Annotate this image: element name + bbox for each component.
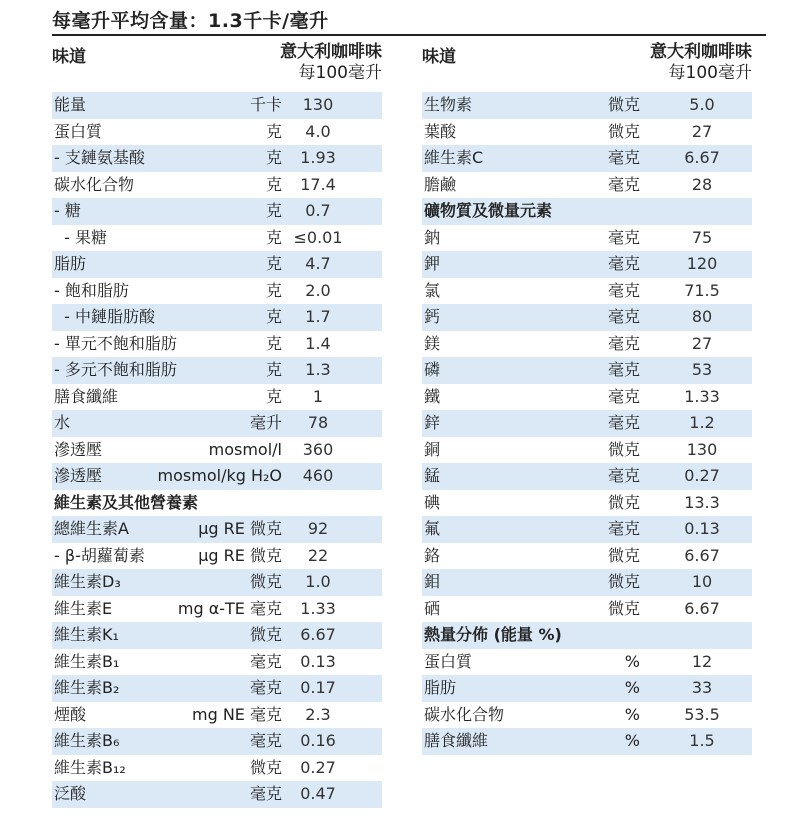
table-row	[422, 119, 752, 146]
nutrient-unit: 毫克	[249, 678, 282, 697]
nutrient-value: 6.67	[684, 148, 720, 167]
nutrient-unit: mosmol/kg H₂O	[157, 466, 282, 485]
nutrient-name: 碘	[424, 492, 441, 512]
nutrient-name: 維生素及其他營養素	[54, 492, 199, 512]
table-row	[52, 463, 382, 490]
nutrient-unit: 微克	[249, 625, 282, 644]
nutrient-name: 泛酸	[54, 784, 87, 803]
nutrient-value: 1.2	[689, 413, 715, 432]
nutrient-name: 維生素B₆	[54, 731, 120, 750]
nutrient-unit: 微克	[249, 757, 282, 777]
nutrient-name: 維生素B₁	[54, 651, 120, 671]
nutrient-unit: 毫克	[607, 519, 640, 538]
section-header-row	[422, 622, 752, 649]
nutrition-table-left	[52, 40, 382, 808]
nutrient-value: 1.0	[305, 572, 331, 591]
nutrient-name: 脂肪	[54, 254, 87, 273]
nutrient-value: 460	[302, 466, 334, 485]
nutrient-name: 礦物質及微量元素	[424, 201, 553, 220]
nutrient-name: 滲透壓	[54, 439, 103, 459]
nutrient-value: 130	[686, 439, 718, 459]
table-row	[422, 437, 752, 464]
header-per-100ml: 每100毫升	[298, 63, 382, 83]
nutrient-name: 鈉	[424, 227, 441, 247]
nutrient-name: 能量	[54, 95, 87, 114]
nutrient-unit: 毫克	[607, 227, 640, 247]
nutrient-value: 71.5	[684, 280, 720, 300]
nutrient-value: 120	[686, 254, 718, 273]
table-row	[422, 172, 752, 199]
nutrient-name: - β-胡蘿蔔素	[54, 545, 145, 565]
nutrient-unit: μg RE 微克	[198, 545, 282, 565]
nutrient-value: 2.3	[305, 704, 331, 724]
table-row	[422, 331, 752, 358]
nutrient-unit: 毫克	[607, 333, 640, 353]
table-row	[52, 357, 382, 384]
nutrient-value: 2.0	[305, 280, 331, 300]
nutrient-name: 膳食纖維	[54, 386, 119, 406]
nutrient-unit: 克	[265, 333, 282, 353]
table-row	[422, 675, 752, 702]
nutrient-value: 1.33	[684, 386, 720, 406]
nutrient-name: 維生素B₂	[54, 678, 120, 697]
nutrient-unit: %	[624, 651, 640, 671]
nutrient-unit: 克	[265, 227, 282, 247]
nutrient-unit: 克	[265, 360, 282, 379]
header-flavor-column	[280, 42, 382, 84]
table-row	[52, 755, 382, 782]
nutrient-name: - 果糖	[54, 227, 108, 247]
nutrient-name: 鋅	[424, 413, 441, 432]
nutrient-value: ≤0.01	[293, 227, 343, 247]
nutrient-name: 氯	[424, 280, 441, 300]
nutrient-unit: %	[624, 678, 640, 697]
nutrient-name: 鎂	[424, 333, 441, 353]
nutrient-value: 1.93	[300, 148, 336, 167]
table-row	[422, 304, 752, 331]
nutrient-name: 鐵	[424, 386, 441, 406]
nutrient-name: 蛋白質	[424, 651, 473, 671]
nutrient-name: 水	[54, 413, 71, 432]
table-row	[52, 516, 382, 543]
nutrient-value: 27	[691, 121, 713, 141]
nutrient-unit: 毫克	[607, 360, 640, 379]
table-row	[422, 516, 752, 543]
nutrient-value: 12	[691, 651, 713, 671]
table-body	[52, 92, 382, 808]
table-row	[52, 543, 382, 570]
table-row	[422, 384, 752, 411]
nutrient-value: 6.67	[684, 598, 720, 618]
nutrient-value: 0.47	[300, 784, 336, 803]
nutrient-name: 維生素B₁₂	[54, 757, 126, 777]
nutrient-value: 4.7	[305, 254, 331, 273]
table-row	[422, 728, 752, 755]
table-row	[52, 145, 382, 172]
nutrient-unit: 微克	[607, 121, 640, 141]
header-flavor-label: 味道	[422, 47, 456, 67]
nutrient-unit: 微克	[607, 492, 640, 512]
section-header-row	[52, 490, 382, 517]
nutrient-name: - 飽和脂肪	[54, 280, 129, 300]
nutrient-name: 錳	[424, 466, 441, 485]
nutrient-name: 總維生素A	[54, 519, 129, 538]
nutrient-unit: 微克	[249, 572, 282, 591]
nutrient-value: 17.4	[300, 174, 336, 194]
nutrient-name: 蛋白質	[54, 121, 103, 141]
table-row	[422, 92, 752, 119]
table-row	[422, 649, 752, 676]
table-row	[52, 437, 382, 464]
nutrient-unit: 毫克	[607, 174, 640, 194]
nutrient-value: 1.4	[305, 333, 331, 353]
nutrient-unit: 毫克	[607, 413, 640, 432]
nutrient-unit: 克	[265, 201, 282, 220]
table-row	[422, 357, 752, 384]
nutrient-unit: 克	[265, 148, 282, 167]
nutrient-unit: 毫克	[249, 651, 282, 671]
table-row	[422, 410, 752, 437]
table-row	[422, 463, 752, 490]
nutrient-value: 6.67	[684, 545, 720, 565]
nutrient-unit: mosmol/l	[208, 439, 282, 459]
nutrient-name: 鉀	[424, 254, 441, 273]
table-row	[52, 92, 382, 119]
nutrient-unit: 毫克	[607, 148, 640, 167]
nutrient-unit: 毫升	[249, 413, 282, 432]
nutrient-value: 27	[691, 333, 713, 353]
nutrient-unit: 克	[265, 280, 282, 300]
nutrient-name: 維生素D₃	[54, 572, 121, 591]
table-row	[52, 225, 382, 252]
nutrient-unit: 毫克	[607, 280, 640, 300]
nutrient-unit: 毫克	[249, 784, 282, 803]
nutrient-name: - 中鏈脂肪酸	[54, 307, 156, 326]
nutrient-unit: 毫克	[607, 466, 640, 485]
nutrient-value: 28	[691, 174, 713, 194]
nutrient-value: 1.7	[305, 307, 331, 326]
nutrition-table-right	[422, 40, 752, 755]
table-row	[52, 304, 382, 331]
table-row	[52, 331, 382, 358]
nutrient-name: 鉻	[424, 545, 441, 565]
table-row	[422, 543, 752, 570]
nutrient-unit: 克	[265, 121, 282, 141]
nutrient-name: 膳食纖維	[424, 731, 489, 750]
nutrient-unit: 千卡	[249, 95, 282, 114]
nutrient-name: 硒	[424, 598, 441, 618]
nutrient-value: 6.67	[300, 625, 336, 644]
table-row	[52, 622, 382, 649]
nutrient-unit: 克	[265, 307, 282, 326]
table-row	[422, 569, 752, 596]
nutrient-unit: μg RE 微克	[198, 519, 282, 538]
nutrient-unit: 毫克	[607, 307, 640, 326]
nutrient-unit: 微克	[607, 439, 640, 459]
table-row	[52, 172, 382, 199]
nutrient-value: 1	[312, 386, 324, 406]
header-flavor-name: 意大利咖啡味	[280, 42, 382, 62]
nutrient-unit: mg α-TE 毫克	[177, 598, 282, 618]
nutrient-value: 1.33	[300, 598, 336, 618]
nutrient-name: 維生素C	[424, 148, 484, 167]
nutrient-value: 4.0	[305, 121, 331, 141]
title-rule	[52, 34, 766, 36]
table-row	[52, 278, 382, 305]
nutrient-unit: mg NE 毫克	[192, 704, 282, 724]
nutrient-value: 75	[691, 227, 713, 247]
table-row	[52, 781, 382, 808]
nutrient-value: 0.13	[684, 519, 720, 538]
nutrient-name: - 糖	[54, 201, 81, 220]
nutrient-name: 葉酸	[424, 121, 457, 141]
header-per-100ml: 每100毫升	[668, 63, 752, 83]
nutrient-name: 鈣	[424, 307, 441, 326]
table-row	[52, 702, 382, 729]
table-body	[422, 92, 752, 755]
nutrient-unit: 毫克	[249, 731, 282, 750]
table-row	[422, 145, 752, 172]
nutrient-name: 膽鹼	[424, 174, 457, 194]
nutrient-value: 13.3	[684, 492, 720, 512]
table-header	[52, 40, 382, 92]
nutrient-name: 維生素K₁	[54, 625, 119, 644]
section-header-row	[422, 198, 752, 225]
nutrient-name: 生物素	[424, 95, 473, 114]
nutrient-unit: 克	[265, 174, 282, 194]
nutrient-name: 碳水化合物	[54, 174, 135, 194]
nutrient-value: 53	[691, 360, 713, 379]
table-row	[422, 225, 752, 252]
nutrient-name: 碳水化合物	[424, 704, 505, 724]
nutrient-name: 煙酸	[54, 704, 87, 724]
table-row	[52, 410, 382, 437]
table-row	[52, 119, 382, 146]
nutrient-value: 0.27	[684, 466, 720, 485]
nutrient-name: 鉬	[424, 572, 441, 591]
table-row	[52, 198, 382, 225]
table-row	[52, 251, 382, 278]
nutrient-value: 80	[691, 307, 713, 326]
header-flavor-name: 意大利咖啡味	[650, 42, 752, 62]
nutrient-value: 0.17	[300, 678, 336, 697]
header-flavor-column	[650, 42, 752, 84]
page-title: 每毫升平均含量：1.3千卡/毫升	[52, 10, 329, 32]
nutrient-name: - 多元不飽和脂肪	[54, 360, 177, 379]
nutrient-name: 銅	[424, 439, 441, 459]
table-row	[422, 278, 752, 305]
nutrient-value: 53.5	[684, 704, 720, 724]
nutrient-value: 0.16	[300, 731, 336, 750]
nutrient-unit: 克	[265, 386, 282, 406]
table-row	[52, 675, 382, 702]
table-row	[52, 569, 382, 596]
nutrient-name: - 單元不飽和脂肪	[54, 333, 177, 353]
nutrient-value: 130	[302, 95, 334, 114]
nutrient-name: 熱量分佈 (能量 %)	[424, 625, 562, 644]
nutrient-value: 0.13	[300, 651, 336, 671]
nutrient-value: 360	[302, 439, 334, 459]
nutrient-unit: 微克	[607, 598, 640, 618]
table-header	[422, 40, 752, 92]
nutrient-unit: 微克	[607, 95, 640, 114]
nutrient-name: 脂肪	[424, 678, 457, 697]
nutrient-unit: %	[624, 704, 640, 724]
table-row	[422, 702, 752, 729]
nutrient-name: 維生素E	[54, 598, 113, 618]
table-row	[52, 649, 382, 676]
nutrient-value: 33	[691, 678, 713, 697]
nutrient-name: 滲透壓	[54, 466, 103, 485]
nutrient-value: 22	[307, 545, 329, 565]
nutrient-value: 78	[307, 413, 329, 432]
nutrient-value: 10	[691, 572, 713, 591]
nutrient-unit: 克	[265, 254, 282, 273]
header-flavor-label: 味道	[52, 47, 86, 67]
nutrient-name: 氟	[424, 519, 441, 538]
table-row	[52, 728, 382, 755]
nutrient-unit: 微克	[607, 545, 640, 565]
nutrient-unit: 毫克	[607, 254, 640, 273]
table-row	[52, 384, 382, 411]
nutrient-value: 0.7	[305, 201, 331, 220]
nutrient-value: 0.27	[300, 757, 336, 777]
nutrient-unit: %	[624, 731, 640, 750]
table-row	[422, 251, 752, 278]
table-row	[422, 490, 752, 517]
nutrient-value: 92	[307, 519, 329, 538]
table-row	[422, 596, 752, 623]
nutrient-name: 磷	[424, 360, 441, 379]
nutrient-value: 1.5	[689, 731, 715, 750]
nutrient-unit: 微克	[607, 572, 640, 591]
nutrient-unit: 毫克	[607, 386, 640, 406]
nutrient-value: 1.3	[305, 360, 331, 379]
table-row	[52, 596, 382, 623]
nutrient-value: 5.0	[689, 95, 715, 114]
nutrient-name: - 支鏈氨基酸	[54, 148, 145, 167]
